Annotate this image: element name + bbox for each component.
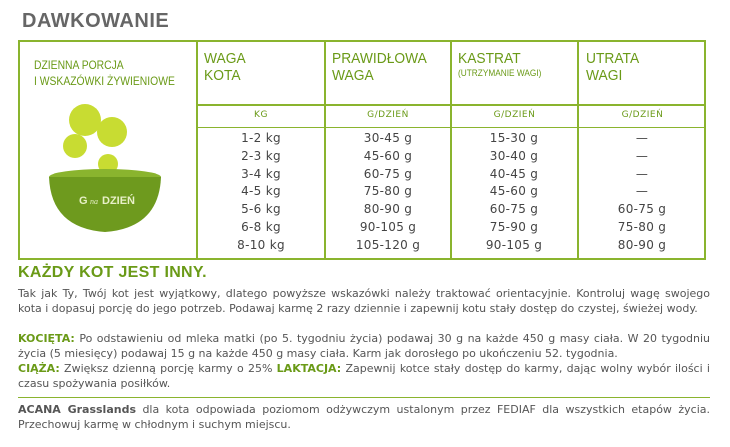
footer-brand: ACANA Grasslands <box>18 403 137 416</box>
table-cell: — <box>635 148 649 163</box>
col-head-waga-kota <box>204 50 246 84</box>
table-cell: 60-75 g <box>489 202 539 217</box>
table-divider <box>198 127 704 128</box>
col-head-utrata <box>586 50 639 84</box>
col-subhead: (UTRZYMANIE WAGI) <box>458 68 542 78</box>
table-cell: 75-90 g <box>489 220 539 234</box>
table-cell: 80-90 g <box>617 237 667 252</box>
table-cell: 75-80 g <box>363 184 413 199</box>
table-divider <box>198 104 704 106</box>
table-cell: 90-105 g <box>359 220 417 234</box>
bowl-illustration <box>20 102 198 262</box>
table-cell: — <box>635 184 649 199</box>
intro-label: DZIENNA PORCJA I WSKAZÓWKI ŻYWIENIOWE <box>34 60 175 88</box>
dosage-table <box>18 40 706 260</box>
table-cell: 80-90 g <box>363 202 413 217</box>
unit-label: G/DZIEŃ <box>493 110 536 120</box>
laktacja-text: Zapewnij kotce stały dostęp do karmy, dając wolny wybór ilości i czasu spożywania posiłków. <box>18 362 710 390</box>
laktacja-label: LAKTACJA: <box>276 362 342 375</box>
ciaza-label: CIĄŻA: <box>18 362 60 375</box>
food-ball <box>69 104 101 136</box>
intro-paragraph: Tak jak Ty, Twój kot jest wyjątkowy, dlatego powyższe wskazówki należy traktować orientacyjnie. Kontroluj wagę swojego kota i dopasuj porcję do jego potrzeb. Podawaj karmę 2 razy dziennie i zapewnij kotu stały dostęp do czystej, świeżej wody. <box>18 287 710 315</box>
table-divider <box>324 42 326 258</box>
kocieta-paragraph <box>18 331 710 361</box>
table-cell: 105-120 g <box>355 237 421 252</box>
table-cell: 30-45 g <box>363 131 413 145</box>
table-cell: 40-45 g <box>489 166 539 181</box>
table-cell: 90-105 g <box>485 237 543 252</box>
section-title: KAŻDY KOT JEST INNY. <box>18 264 207 281</box>
table-cell: 1-2 kg <box>241 131 281 145</box>
table-cell: 4-5 kg <box>241 184 281 199</box>
food-ball <box>63 134 87 158</box>
kocieta-label: KOCIĘTA: <box>18 332 75 345</box>
bowl-graphic <box>20 102 198 262</box>
col-head-text: UTRATA WAGI <box>586 50 640 84</box>
col-head-kastrat <box>458 50 541 79</box>
col-head-text: KASTRAT <box>458 50 521 67</box>
table-cell: 15-30 g <box>489 131 539 145</box>
bowl-label-na: na <box>90 197 98 206</box>
food-ball <box>97 117 127 147</box>
table-cell: 45-60 g <box>363 148 413 163</box>
table-cell: 75-80 g <box>617 220 667 234</box>
table-cell: 5-6 kg <box>241 202 281 217</box>
kocieta-text: Po odstawieniu od mleka matki (po 5. tygodniu życia) podawaj 30 g na każde 450 g masy ciała. W 20 tygodniu życia (5 miesięcy) podawaj 15 g na każde 450 g masy ciała. Karm jak dorosłego po ukończeniu 52. tygodnia. <box>18 332 710 360</box>
bowl-label-g: G <box>79 195 88 207</box>
table-cell: 3-4 kg <box>241 166 281 181</box>
footer-divider <box>18 397 710 398</box>
col-head-prawidlowa <box>332 50 427 84</box>
ciaza-paragraph <box>18 361 710 391</box>
table-cell: 60-75 g <box>617 202 667 217</box>
table-cell: — <box>635 131 649 145</box>
unit-label: G/DZIEŃ <box>367 110 409 120</box>
page-title: DAWKOWANIE <box>22 10 170 32</box>
table-cell: 6-8 kg <box>241 220 281 234</box>
footer-paragraph <box>18 402 710 432</box>
footer-text: dla kota odpowiada poziomom odżywczym ustalonym przez FEDIAF dla wszystkich etapów życia. Przechowuj karmę w chłodnym i suchym miejscu. <box>18 403 710 431</box>
col-head-text: PRAWIDŁOWA WAGA <box>332 50 427 84</box>
ciaza-text: Zwiększ dzienną porcję karmy o 25% <box>59 362 277 375</box>
unit-label: KG <box>254 110 268 120</box>
table-cell: 30-40 g <box>489 148 539 163</box>
col-head-text: WAGA KOTA <box>204 50 246 84</box>
table-divider <box>450 42 452 258</box>
table-cell: 45-60 g <box>489 184 539 199</box>
table-cell: — <box>635 166 649 181</box>
unit-label: G/DZIEŃ <box>621 110 664 120</box>
table-cell: 60-75 g <box>363 166 413 181</box>
bowl-label-dzien: DZIEŃ <box>102 195 135 207</box>
table-divider <box>577 42 579 258</box>
table-cell: 8-10 kg <box>237 237 285 252</box>
table-cell: 2-3 kg <box>241 148 281 163</box>
